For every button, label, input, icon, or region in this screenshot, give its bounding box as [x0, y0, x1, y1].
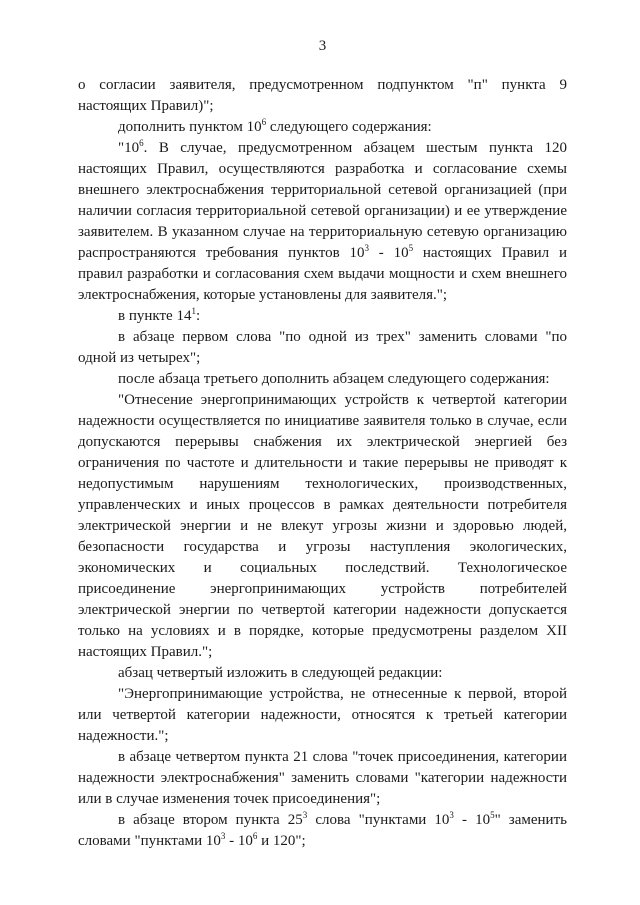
paragraph: "Энергопринимающие устройства, не отнесенные к первой, второй или четвертой категории надежности, относятся к третьей категории надежности.";	[78, 686, 567, 744]
paragraph: в пункте $14^1$:	[118, 306, 201, 324]
superscript: 3	[220, 831, 226, 841]
superscript: 3	[302, 810, 308, 820]
superscript: 5	[408, 243, 414, 253]
page-number: 3	[318, 38, 327, 54]
superscript: 3	[449, 810, 454, 820]
paragraph: "Отнесение энергопринимающих устройств к четвертой категории надежности осуществляется по инициативе заявителя только в случае, если допускаются перерывы снабжения их электрической энергией без ограничения по частоте и длительности и такие перерывы не приводят к недопустимым нарушениям технологических, производственных, управленческих и иных процессов в рамках деятельности потребителя электрической энергии и не влекут угрозы жизни и здоровью людей, безопасности государства и угрозы наступления экологических, экономических и социальных последствий. Технологическое присоединение энергопринимающих устройств потребителей электрической энергии по четвертой категории надежности допускается только на условиях и в порядке, которые предусмотрены разделом XII настоящих Правил.";	[78, 392, 567, 660]
superscript: 3	[364, 243, 369, 253]
paragraph: в абзаце первом слова "по одной из трех" заменить словами "по одной из четырех";	[78, 329, 567, 366]
superscript: 6	[139, 138, 144, 148]
superscript: 6	[252, 831, 258, 841]
document-body	[78, 75, 567, 852]
paragraph: "$10^6$. В случае, предусмотренном абзацем шестым пункта 120 настоящих Правил, осуществляются разработка и согласование схемы внешнего электроснабжения территориальной сетевой организацией (при наличии согласия территориальной сетевой организации) и ее утверждение заявителем. В указанном случае на территориальную сетевую организацию распространяются требования пунктов $10^3 - 10^5$ настоящих Правил и правил разработки и согласования схем выдачи мощности и схем внешнего электроснабжения, которые установлены для заявителя.";	[78, 138, 567, 303]
paragraph: в абзаце четвертом пункта 21 слова "точек присоединения, категории надежности электроснабжения" заменить словами "категории надежности или в случае изменения точек присоединения";	[78, 749, 567, 807]
paragraph: после абзаца третьего дополнить абзацем следующего содержания:	[118, 371, 550, 387]
paragraph: в абзаце втором пункта $25^3$ слова "пунктами $10^3 - 10^5$" заменить словами "пунктами $10^3 - 10^6$ и 120";	[78, 810, 567, 849]
superscript: 5	[490, 810, 495, 820]
paragraph: абзац четвертый изложить в следующей редакции:	[118, 665, 443, 681]
paragraph: дополнить пунктом $10^6$ следующего содержания:	[118, 117, 432, 135]
superscript: 1	[191, 306, 196, 316]
paragraph: о согласии заявителя, предусмотренном подпунктом "п" пункта 9 настоящих Правил)";	[78, 77, 567, 114]
superscript: 6	[261, 117, 267, 127]
